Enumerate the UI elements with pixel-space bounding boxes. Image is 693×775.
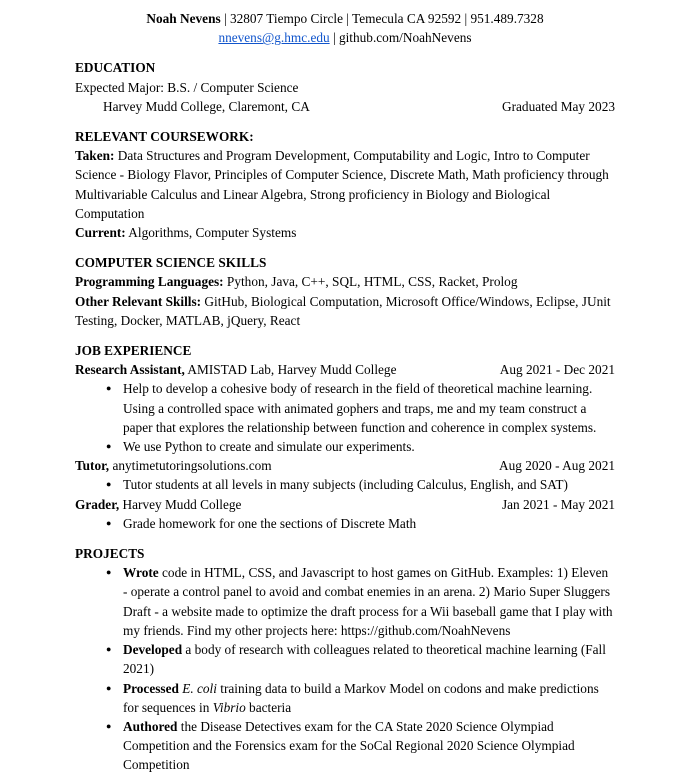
education-major-line: Expected Major: B.S. / Computer Science [75, 79, 299, 95]
job-bullet-list [75, 475, 615, 494]
contact-line-1 [75, 9, 615, 28]
skills-row-label: Programming Languages: [75, 274, 224, 290]
section-experience [75, 341, 615, 533]
education-school: Harvey Mudd College, Claremont, CA [103, 98, 310, 114]
coursework-current-line [75, 223, 615, 242]
job-title: Grader, [75, 496, 120, 512]
project-bullet-segment: Authored [123, 718, 178, 734]
job-org: anytimetutoringsolutions.com [109, 458, 272, 474]
section-education [75, 58, 615, 116]
coursework-current-label: Current: [75, 225, 126, 241]
skills-row-text: GitHub, Biological Computation, Microsoft Office/Windows, Eclipse, JUnit Testing, Docker, MATLAB, jQuery, React [75, 293, 611, 328]
project-bullets [75, 563, 615, 774]
job-dates: Aug 2020 - Aug 2021 [499, 458, 615, 474]
skills-heading: COMPUTER SCIENCE SKILLS [75, 255, 267, 271]
job-org: Harvey Mudd College [119, 496, 242, 512]
job-dates: Jan 2021 - May 2021 [501, 496, 615, 512]
project-bullet-segment: Vibrio [212, 699, 246, 715]
job-header-row [75, 495, 615, 514]
person-name: Noah Nevens [146, 11, 221, 26]
project-bullet [123, 679, 615, 717]
job-bullet-list [75, 514, 615, 533]
job-title: Research Assistant, [75, 362, 185, 378]
project-bullet [123, 717, 615, 775]
email-link[interactable]: nnevens@g.hmc.edu [218, 30, 330, 46]
skills-row-text: Python, Java, C++, SQL, HTML, CSS, Racket, Prolog [223, 274, 518, 290]
section-projects [75, 544, 615, 774]
job-bullet: ● Help to develop a cohesive body of research in the field of theoretical machine learning. Using a controlled space with animated gophers and traps, me and my team construct a paper that explores the relationship between function and coherence in complex systems. [123, 379, 615, 437]
job-bullet: ● We use Python to create and simulate our experiments. [123, 437, 615, 456]
job-title-org [75, 360, 396, 379]
job-org: AMISTAD Lab, Harvey Mudd College [184, 362, 397, 378]
project-bullet-segment: training data to build a Markov Model on codons and make predictions for sequences in [123, 680, 599, 715]
resume-header [75, 9, 615, 47]
job-bullet: ● Tutor students at all levels in many subjects (including Calculus, English, and SAT) [123, 475, 615, 494]
job-header-row [75, 360, 615, 379]
job-dates: Aug 2021 - Dec 2021 [499, 362, 615, 378]
project-bullet-segment: E. coli [182, 680, 217, 696]
education-heading: EDUCATION [75, 60, 156, 76]
project-bullet-segment: bacteria [245, 699, 292, 715]
project-bullet-segment: Developed [123, 642, 183, 658]
coursework-taken-text: Data Structures and Program Development, Computability and Logic, Intro to Computer Science - Biology Flavor, Principles of Computer Science, Discrete Math, Math proficiency through Multivariable Calculus and Linear Algebra, Strong proficiency in Biology and Biological Computation [75, 148, 609, 221]
job-bullet-list [75, 379, 615, 456]
github-text: | github.com/NoahNevens [329, 30, 472, 46]
skills-row [75, 292, 615, 330]
section-coursework [75, 127, 615, 242]
coursework-taken-label: Taken: [75, 148, 115, 164]
job-header-row [75, 456, 615, 475]
job-entries [75, 360, 615, 533]
job-title-org [75, 495, 241, 514]
projects-heading: PROJECTS [75, 546, 145, 562]
project-bullet-segment: the Disease Detectives exam for the CA State 2020 Science Olympiad Competition and the Forensics exam for the SoCal Regional 2020 Science Olympiad Competition [123, 718, 575, 773]
project-bullet-segment: a body of research with colleagues related to theoretical machine learning (Fall 2021) [123, 642, 606, 677]
section-skills [75, 253, 615, 330]
coursework-current-text: Algorithms, Computer Systems [125, 225, 297, 241]
coursework-heading: RELEVANT COURSEWORK: [75, 129, 254, 145]
education-school-row [75, 97, 615, 116]
job-bullet: ● Grade homework for one the sections of Discrete Math [123, 514, 615, 533]
contact-line-2 [75, 28, 615, 47]
contact-details: | 32807 Tiempo Circle | Temecula CA 92592 | 951.489.7328 [220, 11, 544, 26]
project-bullet-segment: Wrote [123, 565, 159, 581]
job-title: Tutor, [75, 458, 110, 474]
skills-row-label: Other Relevant Skills: [75, 293, 202, 309]
skills-rows [75, 272, 615, 330]
job-title-org [75, 456, 272, 475]
skills-row [75, 272, 615, 291]
experience-heading: JOB EXPERIENCE [75, 343, 192, 359]
coursework-taken-line [75, 146, 615, 223]
project-bullet-segment: Processed [123, 680, 179, 696]
education-graduation-date: Graduated May 2023 [502, 98, 615, 114]
project-bullet-segment: code in HTML, CSS, and Javascript to host games on GitHub. Examples: 1) Eleven - operate a control panel to avoid and combat enemies in an arena. 2) Mario Super Sluggers Draft - a website made to optimize the draft process for a Wii baseball game that I play with my friends. Find my other projects here: https://github.com/NoahNevens [123, 565, 613, 638]
project-bullet [123, 640, 615, 678]
project-bullet [123, 563, 615, 640]
